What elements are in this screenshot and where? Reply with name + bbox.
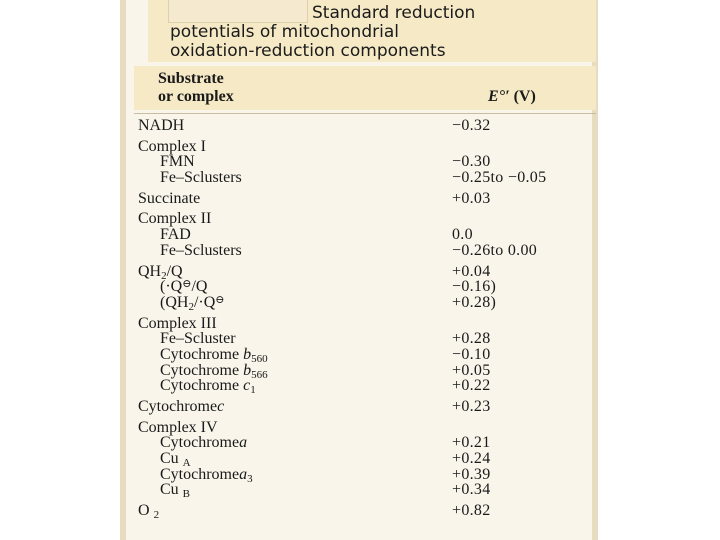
component-name-part: b: [243, 345, 252, 363]
reduction-potential: +0.03: [452, 189, 491, 207]
component-name-part: 560: [251, 352, 268, 365]
substrate-header-line-1: Substrate: [158, 70, 224, 87]
table-row: [126, 295, 596, 311]
table-row: [126, 347, 596, 363]
component-name: [160, 347, 268, 363]
reduction-potential: −0.10: [452, 345, 491, 363]
component-name-part: O: [138, 502, 154, 520]
table-row: [126, 154, 596, 170]
component-name: Fe–Sclusters: [160, 169, 242, 187]
component-name-part: A: [182, 457, 191, 470]
component-name-part: ⊖: [215, 293, 225, 306]
reduction-potential: +0.22: [452, 377, 491, 395]
reduction-potential: +0.24: [452, 450, 491, 468]
table-row: [126, 377, 596, 397]
component-name: [160, 435, 247, 451]
table-row: [126, 243, 596, 259]
component-name-part: Cytochrome: [160, 345, 244, 363]
title-line-2: potentials of mitochondrial: [170, 22, 399, 42]
reduction-potential: +0.28: [452, 330, 491, 348]
reduction-potential: +0.05: [452, 361, 491, 379]
component-name: [138, 502, 160, 522]
component-name: [160, 363, 268, 379]
table-row: [126, 467, 596, 483]
component-name: [160, 467, 253, 483]
component-name: [160, 279, 207, 295]
component-name: [138, 264, 183, 280]
component-name-part: Cu: [160, 481, 183, 499]
column-header: [134, 66, 596, 110]
component-name: [138, 399, 224, 415]
component-name-part: a: [239, 434, 248, 452]
reduction-potential: +0.34: [452, 481, 491, 499]
component-name-part: /·Q: [193, 293, 216, 311]
component-name-part: b: [243, 361, 252, 379]
table-row: [126, 481, 596, 501]
component-name: Complex II: [138, 210, 212, 228]
component-name: Fe–Sclusters: [160, 241, 242, 259]
table-row: [126, 170, 596, 186]
component-name-part: Cytochrome: [160, 377, 244, 395]
component-name: FMN: [160, 153, 195, 171]
component-name-part: ⊖: [182, 278, 192, 291]
reduction-potential: −0.25to −0.05: [452, 169, 547, 187]
component-name-part: 2: [188, 300, 194, 313]
table-row: [126, 264, 596, 280]
component-name-part: Cu: [160, 450, 183, 468]
component-name-part: (·Q: [160, 278, 183, 296]
substrate-header-line-2: or complex: [158, 88, 234, 105]
component-name-part: Cytochrome: [160, 465, 240, 483]
component-name: [160, 450, 191, 470]
component-name-part: Cytochrome: [138, 398, 218, 415]
component-name: [160, 377, 256, 397]
component-name: Succinate: [138, 189, 201, 207]
potential-unit: (V): [513, 88, 536, 105]
component-name-part: QH: [138, 262, 162, 280]
component-name-part: 2: [161, 269, 167, 282]
table-row: [126, 502, 596, 522]
reduction-potential: +0.23: [452, 398, 491, 415]
table-row: [126, 435, 596, 451]
table-row: [126, 331, 596, 347]
component-name-part: /Q: [166, 262, 183, 280]
component-name-part: Cytochrome: [160, 361, 244, 379]
component-name-part: /Q: [191, 278, 208, 296]
table-row: [126, 211, 596, 227]
component-name: Fe–Scluster: [160, 330, 236, 348]
reduction-potential: +0.82: [452, 502, 491, 520]
component-name: FAD: [160, 226, 191, 244]
table-row: [126, 118, 596, 134]
reduction-potential: −0.16): [452, 278, 497, 296]
component-name-part: 566: [251, 368, 268, 381]
component-name-part: 1: [250, 384, 256, 397]
table-row: [126, 191, 596, 207]
component-name-part: 2: [153, 509, 160, 522]
reduction-potential: +0.04: [452, 262, 491, 280]
substrate-column-header: [158, 70, 234, 106]
table-row: [126, 139, 596, 155]
table-row: [126, 316, 596, 332]
table-row: [126, 450, 596, 470]
component-name-part: Cytochrome: [160, 434, 240, 452]
title-line-3: oxidation-reduction components: [170, 41, 446, 61]
reduction-potential: +0.28): [452, 293, 497, 311]
component-name-part: c: [243, 377, 251, 395]
table-row: [126, 420, 596, 436]
reduction-potential: +0.39: [452, 465, 491, 483]
component-name-part: B: [182, 488, 191, 501]
header-divider: [134, 113, 596, 114]
table-row: [126, 227, 596, 243]
component-name-part: (QH: [160, 293, 189, 311]
table-body: [126, 117, 596, 522]
reduction-potential: +0.21: [452, 434, 491, 452]
component-name-part: 3: [247, 472, 253, 485]
reduction-potential: −0.30: [452, 153, 491, 171]
table-row: [126, 399, 596, 415]
component-name: Complex III: [138, 314, 217, 332]
table-title: [170, 4, 610, 61]
table-row: [126, 279, 596, 295]
table-row: [126, 363, 596, 379]
component-name: [160, 295, 224, 311]
potential-column-header: [488, 88, 536, 106]
component-name: [160, 481, 191, 501]
component-name-part: c: [217, 398, 225, 415]
component-name: Complex I: [138, 137, 206, 155]
component-name: NADH: [138, 117, 185, 134]
title-box: [148, 0, 596, 62]
reduction-potential: −0.26to 0.00: [452, 241, 538, 259]
table-panel: [120, 0, 598, 540]
potential-symbol: E°′: [488, 88, 510, 105]
component-name-part: a: [239, 465, 248, 483]
reduction-potential: 0.0: [452, 226, 473, 244]
component-name: Complex IV: [138, 418, 218, 436]
reduction-potential: −0.32: [452, 117, 491, 134]
title-line-1: Standard reduction: [312, 3, 476, 23]
